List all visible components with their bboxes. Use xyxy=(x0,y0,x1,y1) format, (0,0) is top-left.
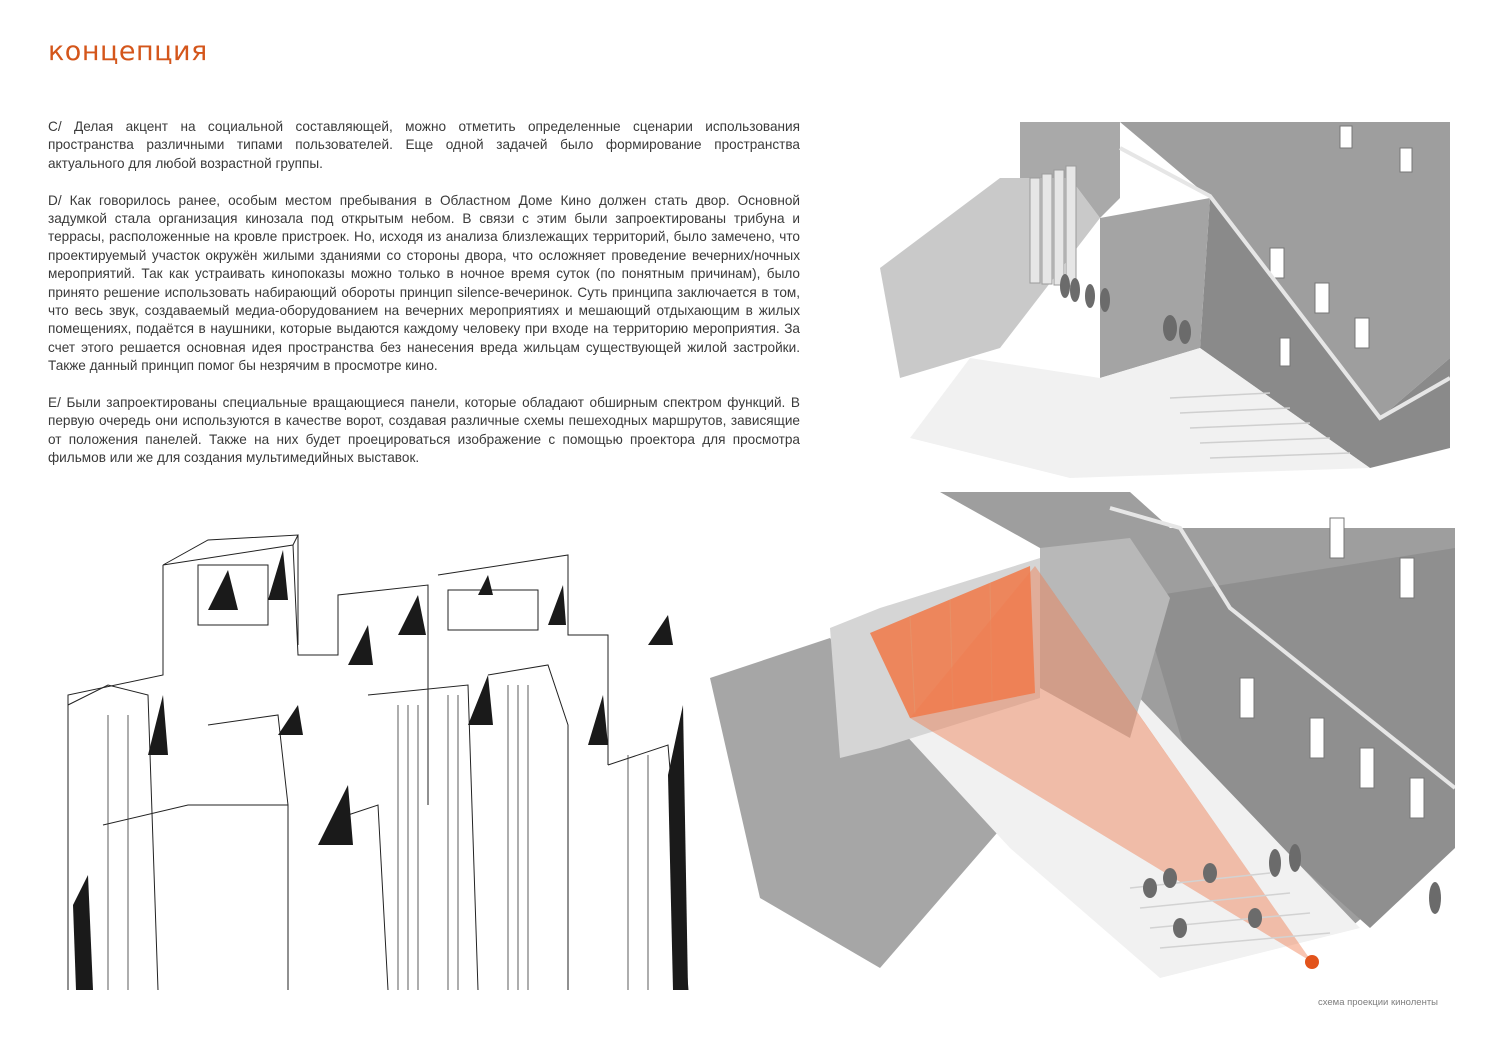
courtyard-projection-figure xyxy=(710,488,1455,993)
page-title: концепция xyxy=(48,36,208,67)
figure-caption: схема проекции киноленты xyxy=(1318,997,1439,1008)
paragraph-d: D/ Как говорилось ранее, особым местом пребывания в Областном Доме Кино должен стать двор. Основной задумкой стала организация кинозала под открытым небом. В связи с этим были запроектированы трибуна и террасы, расположенные на кровле пристроек. Но, исходя из анализа близлежащих территорий, было замечено, что проектируемый участок окружён жилыми зданиями со стороны двора, что осложняет проведение вечерних/ночных мероприятий. Так как устраивать кинопоказы можно только в ночное время суток (по понятным причинам), было принято решение использовать набирающий обороты принцип silence-вечеринок. Суть принципа заключается в том, что весь звук, создаваемый медиа-оборудованием на вечерних мероприятиях и мешающий отдыхающим в жилых помещениях, подаётся в наушники, которые выдаются каждому человеку при входе на территорию мероприятия. За счет этого решается основная идея пространства без нанесения вреда жильцам существующей жилой застройки. Также данный принцип помог бы незрячим в просмотре кино. xyxy=(48,192,800,374)
courtyard-top-figure xyxy=(870,118,1450,478)
paragraph-e: E/ Были запроектированы специальные вращающиеся панели, которые обладают обширным спектром функций. В первую очередь они используются в качестве ворот, создавая различные схемы пешеходных маршрутов, зависящие от положения панелей. Также на них будет проецироваться изображение с помощью проектора для просмотра фильмов или же для создания мультимедийных выставок. xyxy=(48,395,800,466)
building-sketch-figure xyxy=(48,525,693,995)
concept-text xyxy=(48,118,800,486)
paragraph-c: C/ Делая акцент на социальной составляющей, можно отметить определенные сценарии использования пространства различными типами пользователей. Еще одной задачей было формирование пространства актуального для любой возрастной группы. xyxy=(48,119,800,171)
